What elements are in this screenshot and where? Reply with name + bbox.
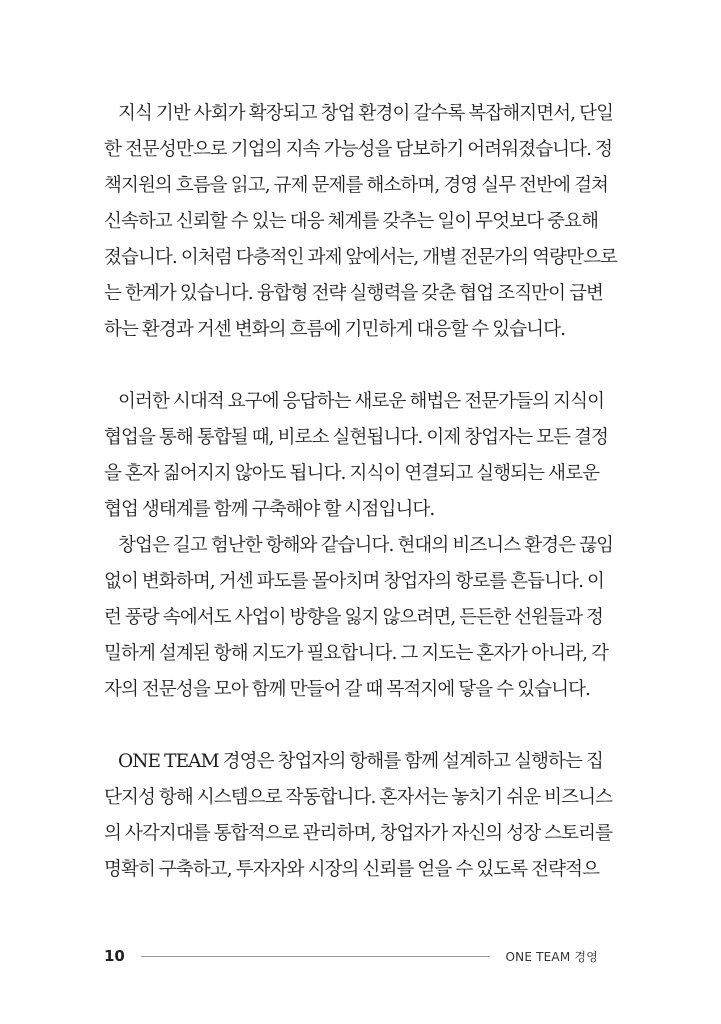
page-number: 10 [104, 947, 125, 965]
paragraph-gap [104, 348, 598, 384]
text-line: 이러한 시대적 요구에 응답하는 새로운 해법은 전문가들의 지식이 [118, 391, 605, 412]
text-line: 의 사각지대를 통합적으로 관리하며, 창업자가 자신의 성장 스토리를 [104, 823, 613, 844]
paragraph-gap [104, 708, 598, 744]
text-line: 한 전문성만으로 기업의 지속 가능성을 담보하기 어려워졌습니다. 정 [104, 139, 613, 160]
footer-divider [141, 956, 490, 957]
paragraph-4 [104, 744, 613, 888]
text-line: 단지성 항해 시스템으로 작동합니다. 혼자서는 놓치기 쉬운 비즈니스 [104, 787, 613, 808]
text-line: 명확히 구축하고, 투자자와 시장의 신뢰를 얻을 수 있도록 전략적으 [104, 859, 600, 880]
text-line: 졌습니다. 이처럼 다층적인 과제 앞에서는, 개별 전문가의 역량만으로 [104, 247, 618, 268]
text-line: 자의 전문성을 모아 함께 만들어 갈 때 목적지에 닿을 수 있습니다. [104, 679, 591, 700]
text-line: 신속하고 신뢰할 수 있는 대응 체계를 갖추는 일이 무엇보다 중요해 [104, 211, 599, 232]
text-line: 런 풍랑 속에서도 사업이 방향을 잃지 않으려면, 든든한 선원들과 정 [104, 607, 604, 628]
page-body [104, 96, 618, 888]
text-line: 없이 변화하며, 거센 파도를 몰아치며 창업자의 항로를 흔듭니다. 이 [104, 571, 605, 592]
text-line: 협업 생태계를 함께 구축해야 할 시점입니다. [104, 499, 435, 520]
text-line: 밀하게 설계된 항해 지도가 필요합니다. 그 지도는 혼자가 아니라, 각 [104, 643, 609, 664]
paragraph-1 [104, 96, 618, 348]
text-line: 협업을 통해 통합될 때, 비로소 실현됩니다. 이제 창업자는 모든 결정 [104, 427, 609, 448]
text-line: ONE TEAM 경영은 창업자의 항해를 함께 설계하고 실행하는 집 [118, 751, 603, 772]
text-line: 을 혼자 짊어지지 않아도 됩니다. 지식이 연결되고 실행되는 새로운 [104, 463, 600, 484]
text-line: 창업은 길고 험난한 항해와 같습니다. 현대의 비즈니스 환경은 끊임 [118, 535, 614, 556]
page-footer [104, 946, 598, 966]
text-line: 책지원의 흐름을 읽고, 규제 문제를 해소하며, 경영 실무 전반에 걸쳐 [104, 175, 609, 196]
paragraph-3 [104, 528, 614, 708]
text-line: 는 한계가 있습니다. 융합형 전략 실행력을 갖춘 협업 조직만이 급변 [104, 283, 604, 304]
paragraph-2 [104, 384, 609, 528]
text-line: 지식 기반 사회가 확장되고 창업 환경이 갈수록 복잡해지면서, 단일 [118, 103, 614, 124]
running-title: ONE TEAM 경영 [505, 949, 598, 964]
text-line: 하는 환경과 거센 변화의 흐름에 기민하게 대응할 수 있습니다. [104, 319, 566, 340]
